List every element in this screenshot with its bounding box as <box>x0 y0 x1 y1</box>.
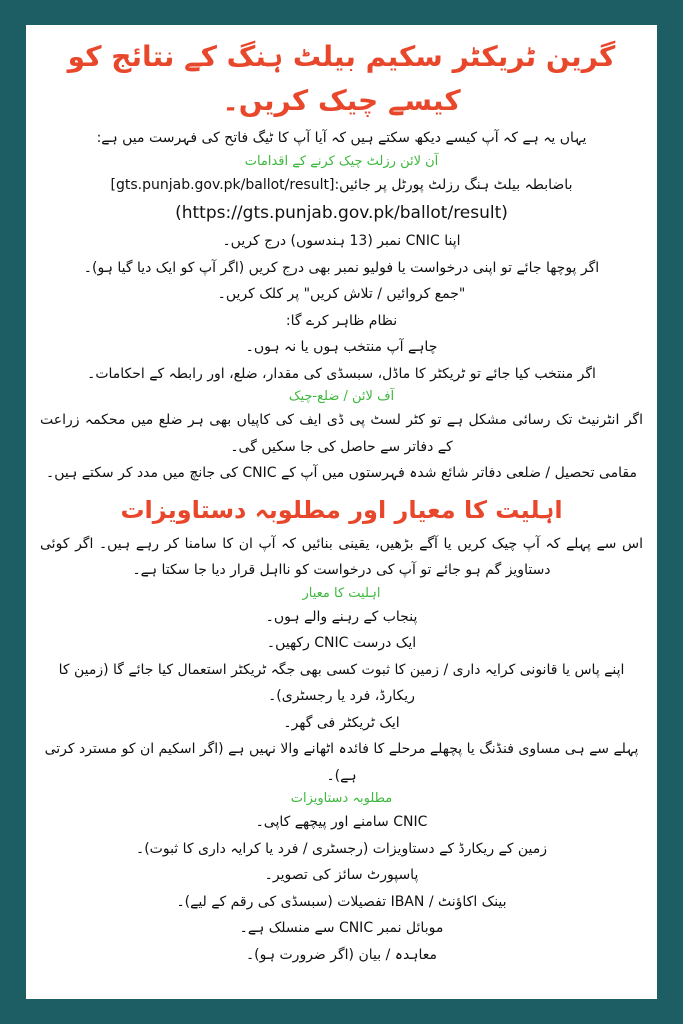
page-title: گرین ٹریکٹر سکیم بیلٹ ہنگ کے نتائج کو کیسے چیک کریں۔ <box>67 40 616 117</box>
step-system-shows: نظام ظاہر کرے گا: <box>285 312 398 329</box>
eligibility-section-title: اہلیت کا معیار اور مطلوبہ دستاویزات <box>120 495 563 524</box>
article-card <box>26 25 657 999</box>
offline-pdf-text: اگر انٹرنیٹ تک رسائی مشکل ہے تو کٹر لسٹ پی ڈی ایف کی کاپیاں بھی ہر ضلع میں محکمہ زراعت کے دفاتر سے حاصل کی جا سکیں گی۔ <box>40 412 643 455</box>
criteria-item: اپنے پاس یا قانونی کرایہ داری / زمین کا ثبوت کسی بھی جگہ ٹریکٹر استعمال کیا جائے گا (زمین کا ریکارڈ، فرد یا رجسٹری)۔ <box>58 661 625 704</box>
portal-url-link[interactable]: (https://gts.punjab.gov.pk/ballot/result) <box>175 203 508 223</box>
offline-heading: آف لائن / ضلع-چیک <box>288 389 395 404</box>
step-cnic: اپنا CNIC نمبر (13 ہندسوں) درج کریں۔ <box>222 233 461 249</box>
step-portal: باضابطہ بیلٹ ہنگ رزلٹ پورٹل پر جائیں:[gts.punjab.gov.pk/ballot/result] <box>110 176 573 193</box>
document-item: زمین کے ریکارڈ کے دستاویزات (رجسٹری / فرد یا کرایہ داری کا ثبوت)۔ <box>136 840 547 857</box>
step-folio: اگر پوچھا جائے تو اپنی درخواست یا فولیو نمبر بھی درج کریں (اگر آپ کو ایک دیا گیا ہو)۔ <box>83 259 600 276</box>
criteria-heading: اہلیت کا معیار <box>302 585 381 601</box>
step-selected: چاہے آپ منتخب ہوں یا نہ ہوں۔ <box>245 339 438 355</box>
documents-heading: مطلوبہ دستاویزات <box>290 791 393 806</box>
document-item: بینک اکاؤنٹ / IBAN تفصیلات (سبسڈی کی رقم کے لیے)۔ <box>176 893 507 910</box>
document-item: معاہدہ / بیان (اگر ضرورت ہو)۔ <box>245 946 438 963</box>
offline-office-text: مقامی تحصیل / ضلعی دفاتر شائع شدہ فہرستوں میں آپ کے CNIC کی جانچ میں مدد کر سکتے ہیں۔ <box>46 465 637 481</box>
intro-text: یہاں یہ ہے کہ آپ کیسے دیکھ سکتے ہیں کہ آیا آپ کا ٹیگ فاتح کی فہرست میں ہے: <box>96 130 587 146</box>
document-item: پاسپورٹ سائز کی تصویر۔ <box>264 867 419 883</box>
document-item: CNIC سامنے اور پیچھے کاپی۔ <box>255 814 428 830</box>
online-steps-heading: آن لائن رزلٹ چیک کرنے کے اقدامات <box>244 153 439 169</box>
criteria-item: پنجاب کے رہنے والے ہوں۔ <box>265 608 418 625</box>
eligibility-intro: اس سے پہلے کہ آپ چیک کریں یا آگے بڑھیں، یقینی بنائیں کہ آپ ان کا سامنا کر رہے ہیں۔ اگر کوئی دستاویز گم ہو جائے تو آپ کی درخواست کو نااہل قرار دیا جا سکتا ہے۔ <box>40 535 643 578</box>
criteria-item: ایک ٹریکٹر فی گھر۔ <box>283 714 400 731</box>
document-item: موبائل نمبر CNIC سے منسلک ہے۔ <box>239 920 444 936</box>
step-selected-details: اگر منتخب کیا جائے تو ٹریکٹر کا ماڈل، سبسڈی کی مقدار، ضلع، اور رابطہ کے احکامات۔ <box>87 365 596 382</box>
criteria-item: ایک درست CNIC رکھیں۔ <box>266 635 417 651</box>
criteria-item: پہلے سے ہی مساوی فنڈنگ یا پچھلے مرحلے کا فائدہ اٹھانے والا نہیں ہے (اگر اسکیم ان کو مسترد کرتی ہے)۔ <box>44 741 639 784</box>
step-submit: "جمع کروائیں / تلاش کریں" پر کلک کریں۔ <box>217 286 466 302</box>
